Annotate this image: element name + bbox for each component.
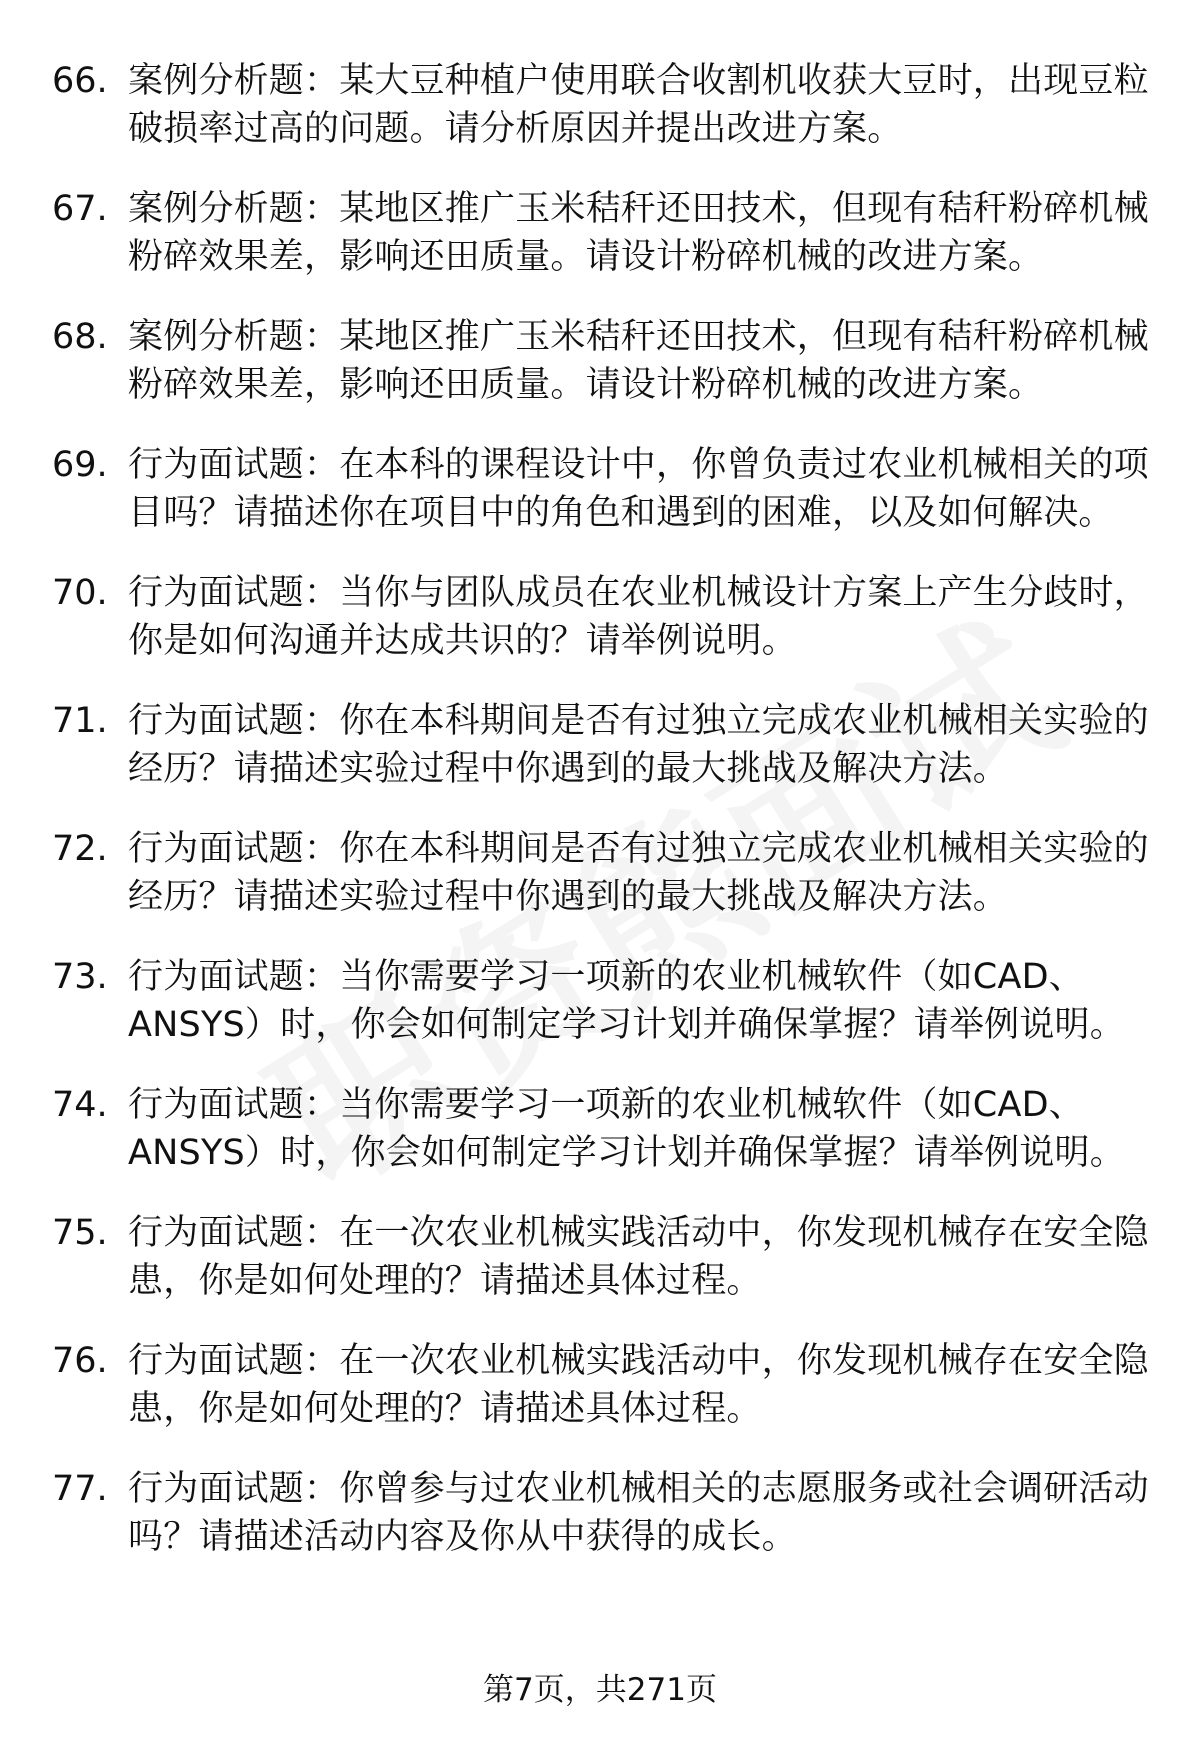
question-text: 行为面试题：你曾参与过农业机械相关的志愿服务或社会调研活动吗？请描述活动内容及你从中获得的成长。 [128,1469,1149,1557]
question-text: 行为面试题：在一次农业机械实践活动中，你发现机械存在安全隐患，你是如何处理的？请描述具体过程。 [128,1341,1149,1429]
page-number-label: 第7页，共271页 [483,1672,717,1708]
list-item [52,1465,1152,1561]
list-item [52,313,1152,409]
list-item [52,185,1152,281]
list-item [52,697,1152,793]
question-text: 案例分析题：某大豆种植户使用联合收割机收获大豆时，出现豆粒破损率过高的问题。请分析原因并提出改进方案。 [128,61,1149,149]
question-text: 行为面试题：在本科的课程设计中，你曾负责过农业机械相关的项目吗？请描述你在项目中的角色和遇到的困难，以及如何解决。 [128,445,1149,533]
question-number: 69. [52,445,108,485]
question-list [52,57,1152,1593]
question-text: 案例分析题：某地区推广玉米秸秆还田技术，但现有秸秆粉碎机械粉碎效果差，影响还田质量。请设计粉碎机械的改进方案。 [128,317,1149,405]
question-number: 76. [52,1341,108,1381]
list-item [52,1081,1152,1177]
question-text: 行为面试题：当你需要学习一项新的农业机械软件（如CAD、ANSYS）时，你会如何制定学习计划并确保掌握？请举例说明。 [128,1085,1125,1173]
question-text: 行为面试题：当你需要学习一项新的农业机械软件（如CAD、ANSYS）时，你会如何制定学习计划并确保掌握？请举例说明。 [128,957,1125,1045]
list-item [52,57,1152,153]
question-number: 72. [52,829,108,869]
page-footer [0,1670,1200,1710]
question-text: 行为面试题：在一次农业机械实践活动中，你发现机械存在安全隐患，你是如何处理的？请描述具体过程。 [128,1213,1149,1301]
list-item [52,825,1152,921]
question-number: 68. [52,317,108,357]
question-number: 70. [52,573,108,613]
question-number: 67. [52,189,108,229]
question-number: 74. [52,1085,108,1125]
question-text: 行为面试题：你在本科期间是否有过独立完成农业机械相关实验的经历？请描述实验过程中你遇到的最大挑战及解决方法。 [128,701,1149,789]
list-item [52,441,1152,537]
list-item [52,569,1152,665]
question-text: 案例分析题：某地区推广玉米秸秆还田技术，但现有秸秆粉碎机械粉碎效果差，影响还田质量。请设计粉碎机械的改进方案。 [128,189,1149,277]
question-text: 行为面试题：当你与团队成员在农业机械设计方案上产生分歧时，你是如何沟通并达成共识的？请举例说明。 [128,573,1149,661]
question-number: 71. [52,701,108,741]
list-item [52,953,1152,1049]
question-number: 66. [52,61,108,101]
question-number: 75. [52,1213,108,1253]
question-number: 77. [52,1469,108,1509]
question-text: 行为面试题：你在本科期间是否有过独立完成农业机械相关实验的经历？请描述实验过程中你遇到的最大挑战及解决方法。 [128,829,1149,917]
list-item [52,1337,1152,1433]
list-item [52,1209,1152,1305]
question-number: 73. [52,957,108,997]
